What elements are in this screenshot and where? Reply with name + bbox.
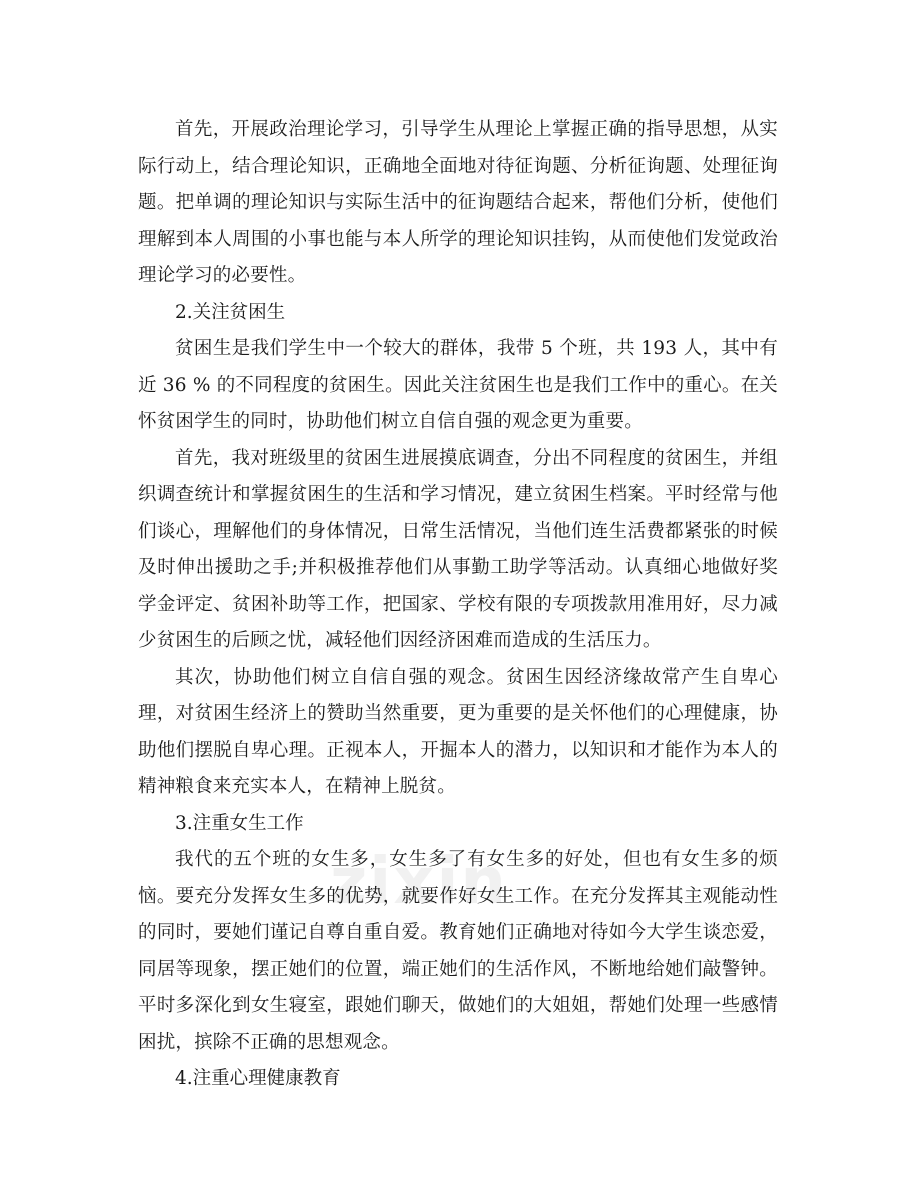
heading-female-students: 3.注重女生工作 <box>175 812 304 834</box>
paragraph-female-students: 我代的五个班的女生多，女生多了有女生多的好处，但也有女生多的烦恼。要充分发挥女生多的优势，就要作好女生工作。在充分发挥其主观能动性的同时，要她们谨记自尊自重自爱。教育她们正确地对待如今大学生谈恋爱，同居等现象，摆正她们的位置，端正她们的生活作风，不断地给她们敲警钟。平时多深化到女生寝室，跟她们聊天，做她们的大姐姐，帮她们处理一些感情困扰，摈除不正确的思想观念。 <box>138 849 778 1053</box>
paragraph-poor-students-survey: 首先，我对班级里的贫困生进展摸底调查，分出不同程度的贫困生，并组织调查统计和掌握贫困生的生活和学习情况，建立贫困生档案。平时经常与他们谈心，理解他们的身体情况，日常生活情况，当他们连生活费都紧张的时候及时伸出援助之手;并积极推荐他们从事勤工助学等活动。认真细心地做好奖学金评定、贫困补助等工作，把国家、学校有限的专项拨款用准用好，尽力减少贫困生的后顾之忧，减轻他们因经济困难而造成的生活压力。 <box>138 447 778 651</box>
document-body <box>138 112 778 1098</box>
paragraph-poor-students-confidence: 其次，协助他们树立自信自强的观念。贫困生因经济缘故常产生自卑心理，对贫困生经济上的赞助当然重要，更为重要的是关怀他们的心理健康，协助他们摆脱自卑心理。正视本人，开掘本人的潜力，以知识和才能作为本人的精神粮食来充实本人，在精神上脱贫。 <box>138 666 778 797</box>
heading-poor-students: 2.关注贫困生 <box>175 301 286 323</box>
paragraph-poor-students-intro: 贫困生是我们学生中一个较大的群体，我带 5 个班，共 193 人，其中有近 36 % 的不同程度的贫困生。因此关注贫困生也是我们工作中的重心。在关怀贫困学生的同时，协助他们树立自信自强的观念更为重要。 <box>138 338 778 432</box>
paragraph-political-study: 首先，开展政治理论学习，引导学生从理论上掌握正确的指导思想，从实际行动上，结合理论知识，正确地全面地对待征询题、分析征询题、处理征询题。把单调的理论知识与实际生活中的征询题结合起来，帮他们分析，使他们理解到本人周围的小事也能与本人所学的理论知识挂钩，从而使他们发觉政治理论学习的必要性。 <box>138 119 778 286</box>
watermark-logo: zixin <box>330 845 508 919</box>
heading-mental-health: 4.注重心理健康教育 <box>175 1068 341 1089</box>
